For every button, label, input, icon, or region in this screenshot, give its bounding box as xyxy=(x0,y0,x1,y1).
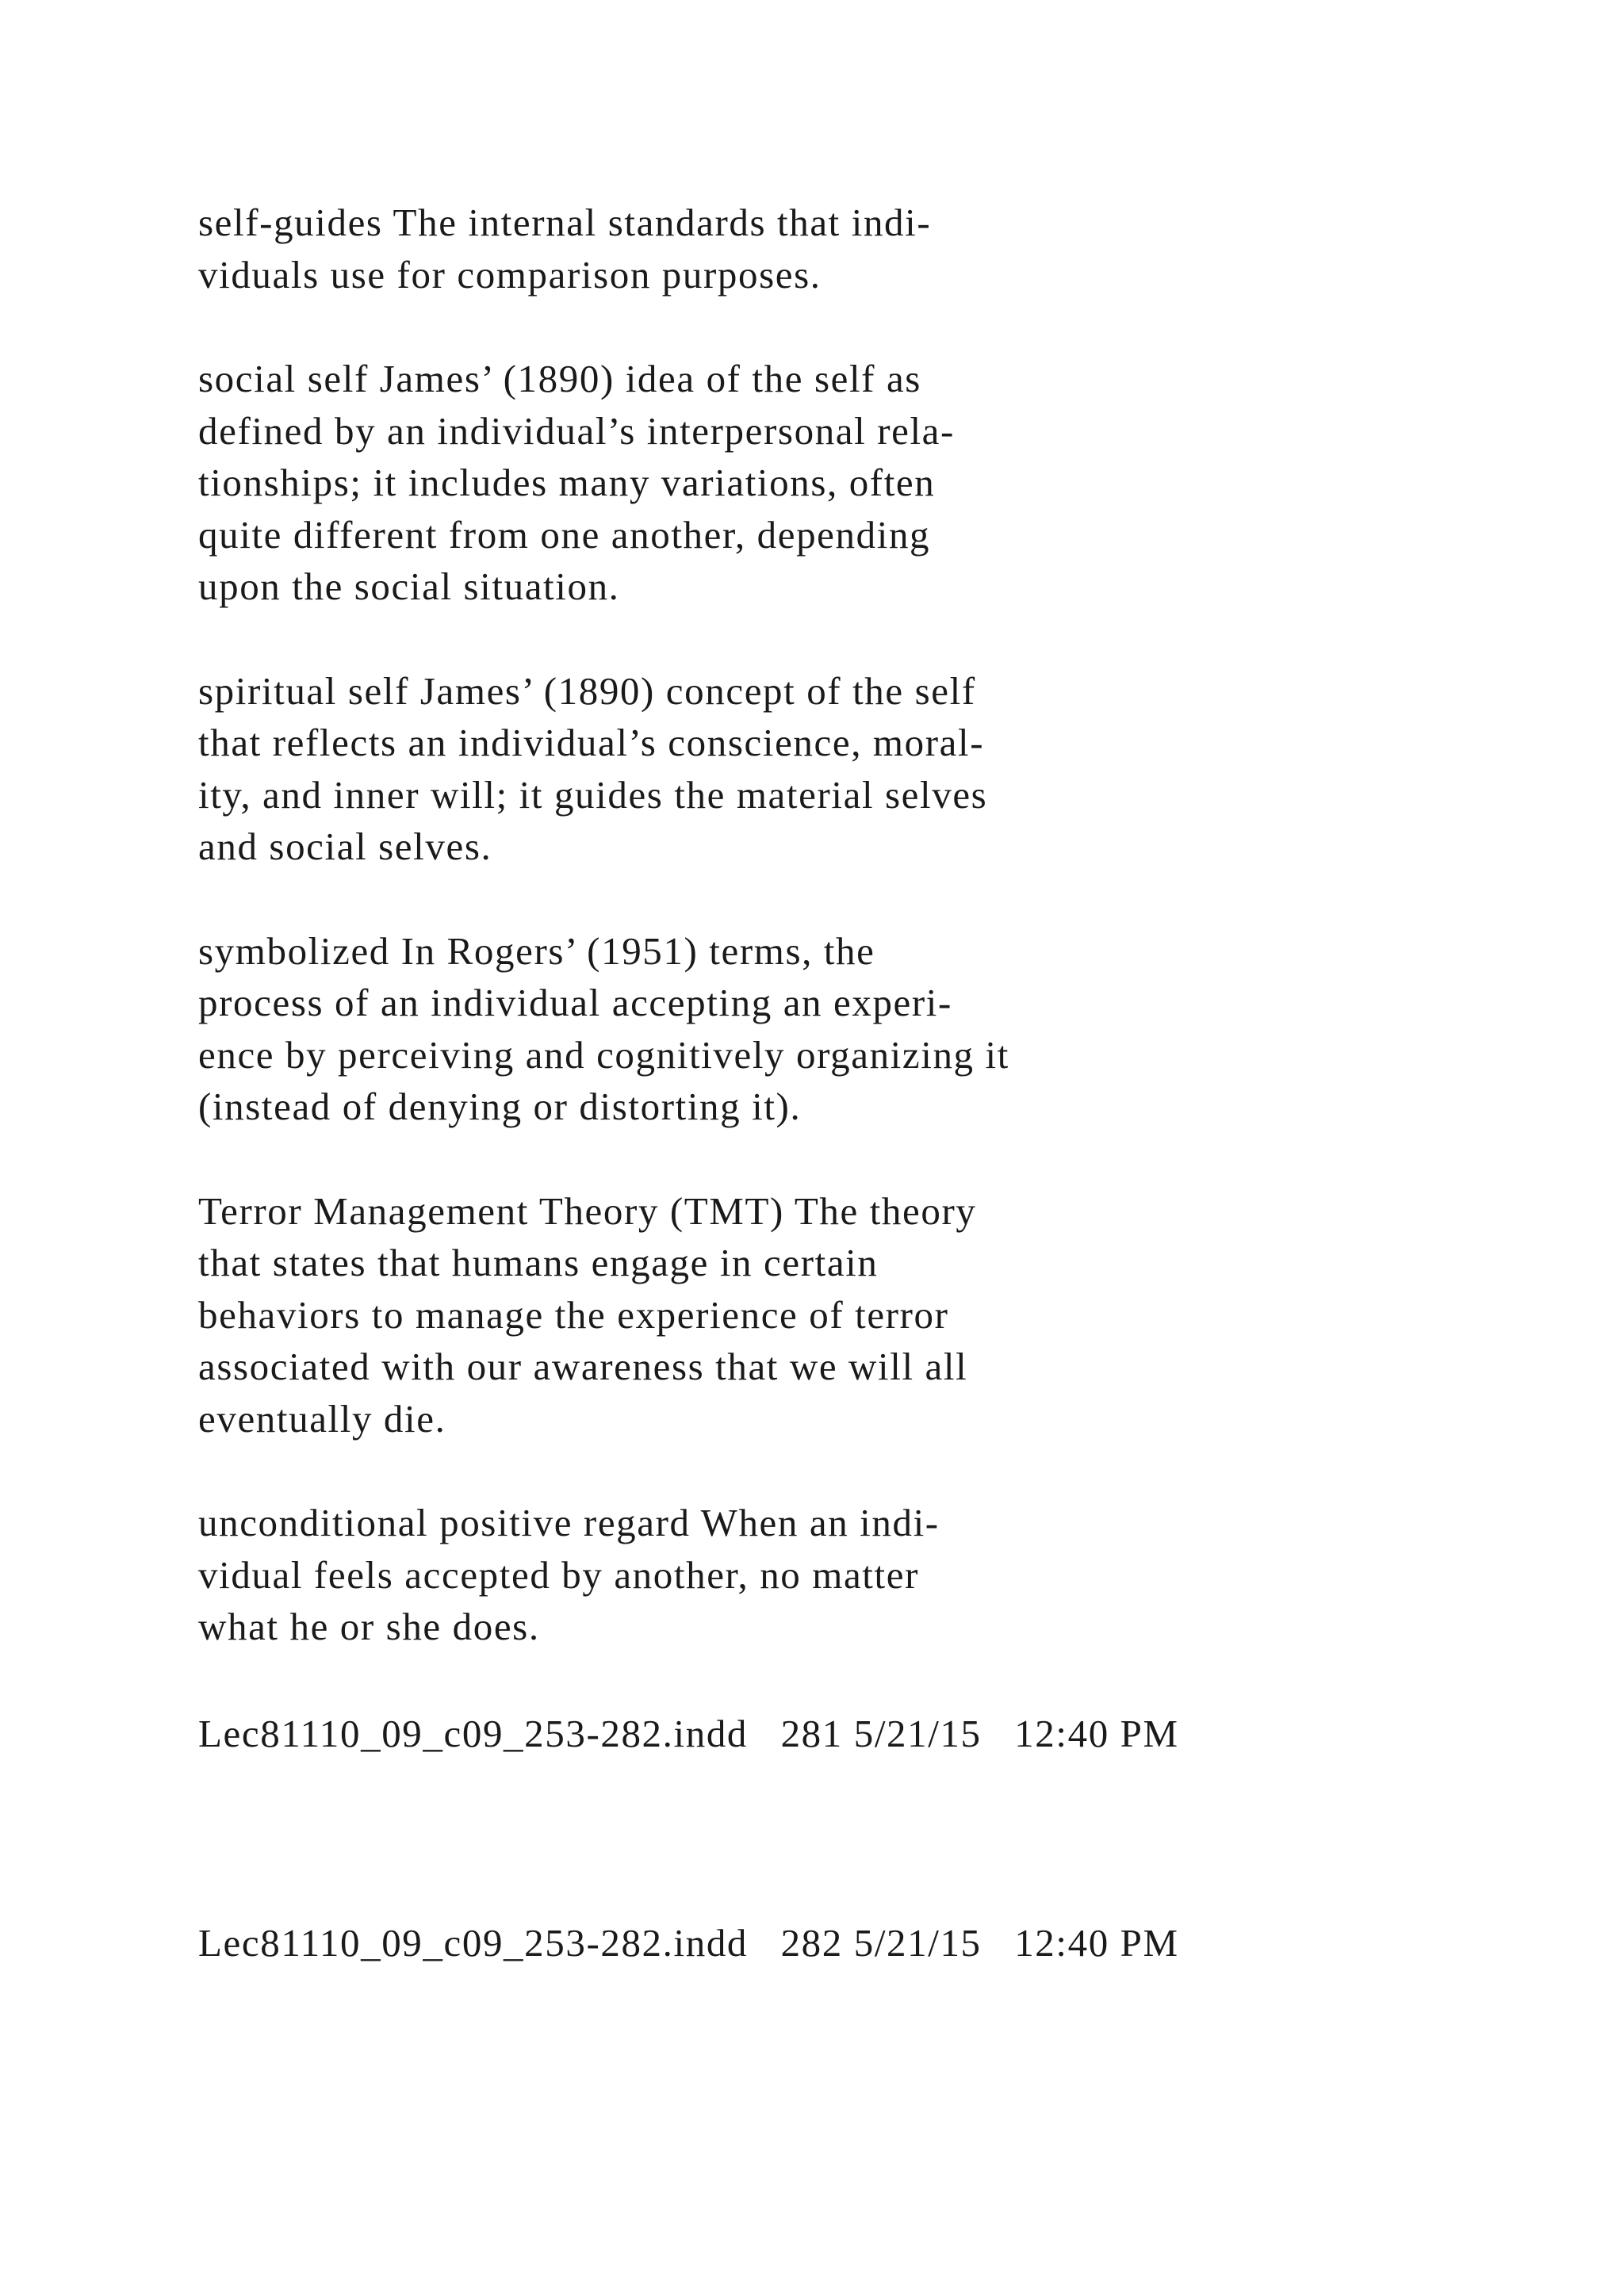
entry-line: ence by perceiving and cognitively organizing it xyxy=(198,1032,1009,1077)
glossary-entry-terror-management-theory xyxy=(198,1185,1467,1445)
glossary-entry-spiritual-self xyxy=(198,665,1467,873)
entry-line: quite different from one another, depending xyxy=(198,512,931,557)
print-slug-page-282: Lec81110_09_c09_253-282.indd 282 5/21/15 12:40 PM xyxy=(198,1921,1179,1965)
print-slug-page-281: Lec81110_09_c09_253-282.indd 281 5/21/15 12:40 PM xyxy=(198,1712,1179,1755)
glossary-entries xyxy=(198,197,1467,1705)
entry-line: defined by an individual’s interpersonal rela- xyxy=(198,408,955,453)
entry-line: what he or she does. xyxy=(198,1605,540,1648)
entry-line: self-guides The internal standards that indi- xyxy=(198,201,932,244)
entry-line: eventually die. xyxy=(198,1396,446,1441)
entry-line: that states that humans engage in certain xyxy=(198,1241,879,1284)
glossary-entry-unconditional-positive-regard xyxy=(198,1497,1467,1653)
entry-line: unconditional positive regard When an indi- xyxy=(198,1501,940,1544)
entry-line: tionships; it includes many variations, often xyxy=(198,461,936,504)
entry-line: (instead of denying or distorting it). xyxy=(198,1085,802,1128)
entry-line: symbolized In Rogers’ (1951) terms, the xyxy=(198,928,875,973)
entry-line: and social selves. xyxy=(198,825,492,868)
entry-line: behaviors to manage the experience of terror xyxy=(198,1292,949,1337)
entry-line: viduals use for comparison purposes. xyxy=(198,252,822,297)
entry-line: process of an individual accepting an experi- xyxy=(198,981,952,1024)
entry-line: vidual feels accepted by another, no matter xyxy=(198,1552,920,1597)
entry-line: ity, and inner will; it guides the material selves xyxy=(198,772,988,817)
entry-line: spiritual self James’ (1890) concept of the self xyxy=(198,668,976,713)
entry-line: Terror Management Theory (TMT) The theory xyxy=(198,1188,977,1233)
entry-line: associated with our awareness that we will all xyxy=(198,1345,968,1388)
glossary-entry-social-self xyxy=(198,353,1467,613)
glossary-entry-self-guides xyxy=(198,197,1467,300)
entry-line: social self James’ (1890) idea of the self as xyxy=(198,357,921,400)
entry-line: that reflects an individual’s conscience, moral- xyxy=(198,721,985,764)
entry-line: upon the social situation. xyxy=(198,564,620,608)
glossary-entry-symbolized xyxy=(198,925,1467,1133)
